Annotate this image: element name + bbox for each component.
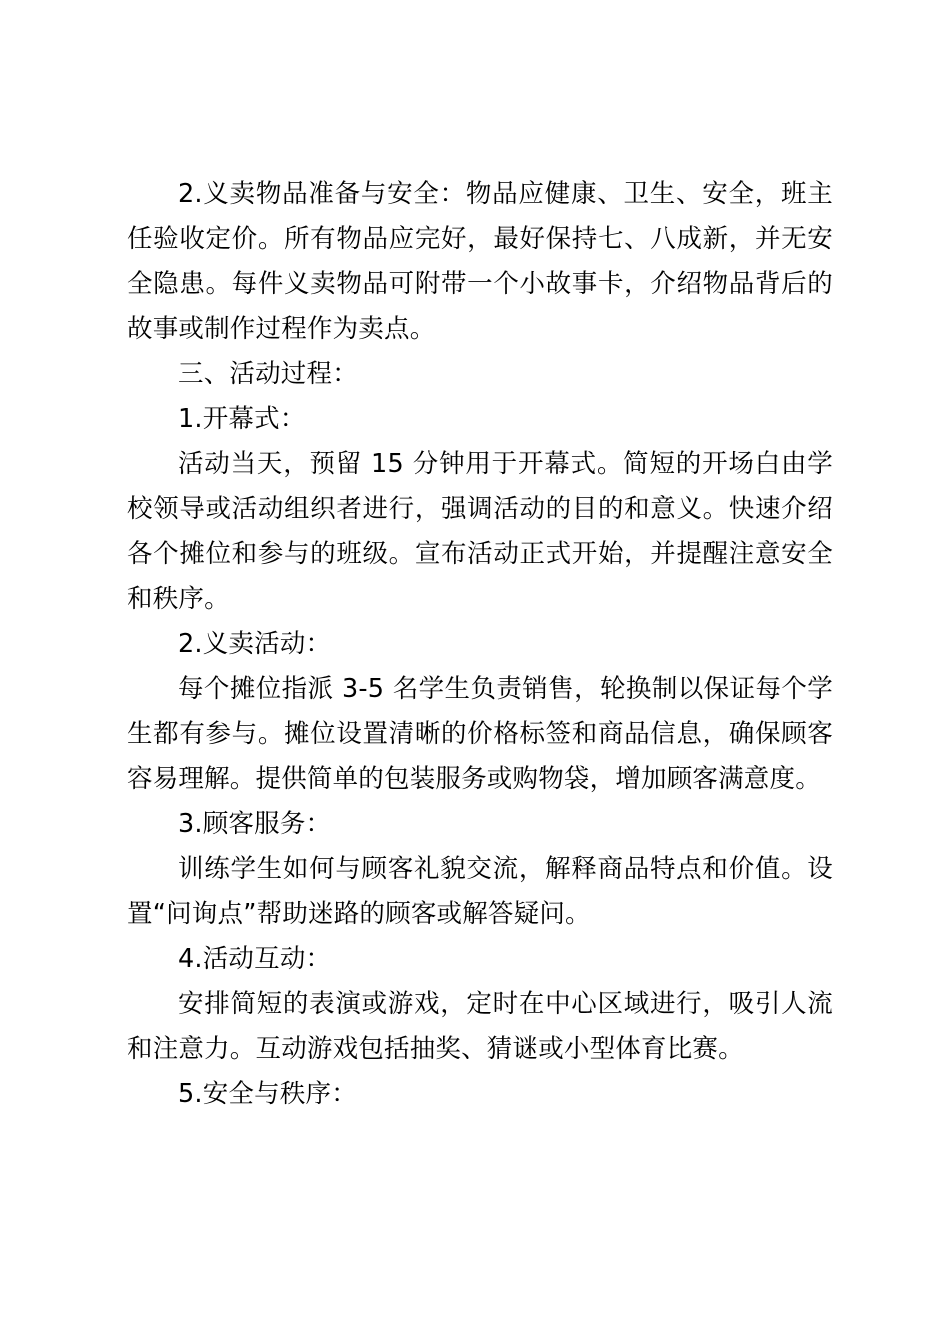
section-heading-activity-process: 三、活动过程：	[178, 359, 358, 389]
paragraph-activity-interaction: 安排简短的表演或游戏，定时在中心区域进行，吸引人流和注意力。互动游戏包括抽奖、猜谜或小型体育比赛。	[127, 989, 833, 1064]
subheading-safety-order: 5.安全与秩序：	[178, 1079, 357, 1109]
subheading-opening: 1.开幕式：	[178, 404, 306, 434]
subheading-activity-interaction: 4.活动互动：	[178, 944, 332, 974]
subheading-customer-service: 3.顾客服务：	[178, 809, 332, 839]
paragraph-customer-service: 训练学生如何与顾客礼貌交流，解释商品特点和价值。设置“问询点”帮助迷路的顾客或解答疑问。	[127, 854, 833, 929]
subheading-charity-sale: 2.义卖活动：	[178, 629, 332, 659]
paragraph-item-preparation-safety: 2.义卖物品准备与安全：物品应健康、卫生、安全，班主任验收定价。所有物品应完好，最好保持七、八成新，并无安全隐患。每件义卖物品可附带一个小故事卡，介绍物品背后的故事或制作过程作为卖点。	[127, 179, 833, 344]
paragraph-charity-sale: 每个摊位指派 3-5 名学生负责销售，轮换制以保证每个学生都有参与。摊位设置清晰的价格标签和商品信息，确保顾客容易理解。提供简单的包装服务或购物袋，增加顾客满意度。	[127, 674, 833, 794]
document-body	[127, 172, 833, 1117]
paragraph-opening: 活动当天，预留 15 分钟用于开幕式。简短的开场白由学校领导或活动组织者进行，强调活动的目的和意义。快速介绍各个摊位和参与的班级。宣布活动正式开始，并提醒注意安全和秩序。	[127, 449, 833, 614]
